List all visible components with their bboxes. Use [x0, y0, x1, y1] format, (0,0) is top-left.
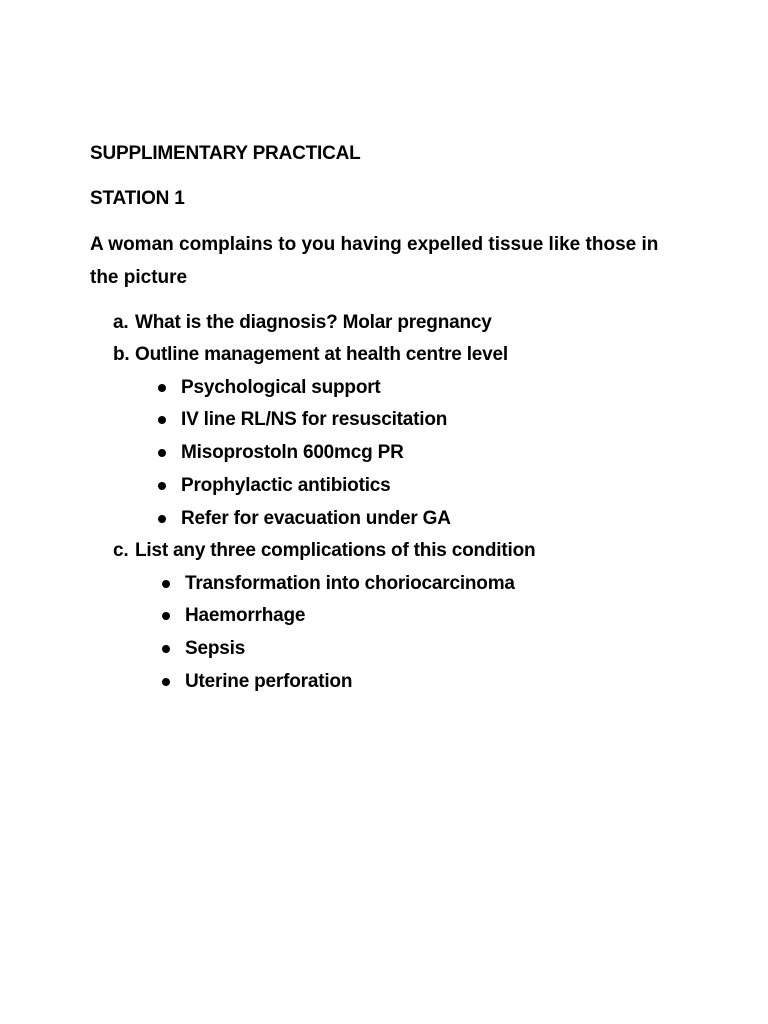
question-text: A woman complains to you having expelled tissue like those in the picture	[90, 234, 659, 288]
bullet-dot	[162, 645, 170, 653]
bullet-dot	[158, 482, 166, 490]
bullet-item: Uterine perforation	[185, 671, 353, 692]
bullet-dot	[158, 449, 166, 457]
bullet-item: Prophylactic antibiotics	[181, 475, 391, 496]
document-title: SUPPLIMENTARY PRACTICAL	[90, 143, 361, 164]
bullet-dot	[158, 416, 166, 424]
bullet-item: Misoprostoln 600mcg PR	[181, 442, 404, 463]
list-item-c	[113, 540, 535, 562]
bullet-dot	[162, 580, 170, 588]
bullet-dot	[158, 515, 166, 523]
bullet-item: Refer for evacuation under GA	[181, 508, 451, 529]
list-item-a	[113, 312, 492, 334]
list-item-b	[113, 344, 508, 366]
station-heading: STATION 1	[90, 188, 185, 209]
bullet-item: Haemorrhage	[185, 605, 306, 626]
list-marker: b.	[113, 344, 130, 365]
list-marker: a.	[113, 312, 129, 333]
list-item-text: List any three complications of this condition	[135, 540, 536, 561]
bullet-dot	[162, 678, 170, 686]
list-item-text: What is the diagnosis? Molar pregnancy	[135, 312, 492, 333]
bullet-dot	[158, 384, 166, 392]
bullet-item: Sepsis	[185, 638, 246, 659]
list-marker: c.	[113, 540, 129, 561]
bullet-item: Psychological support	[181, 377, 381, 398]
bullet-dot	[162, 612, 170, 620]
list-item-text: Outline management at health centre level	[135, 344, 508, 365]
bullet-item: IV line RL/NS for resuscitation	[181, 409, 448, 430]
bullet-item: Transformation into choriocarcinoma	[185, 573, 515, 594]
